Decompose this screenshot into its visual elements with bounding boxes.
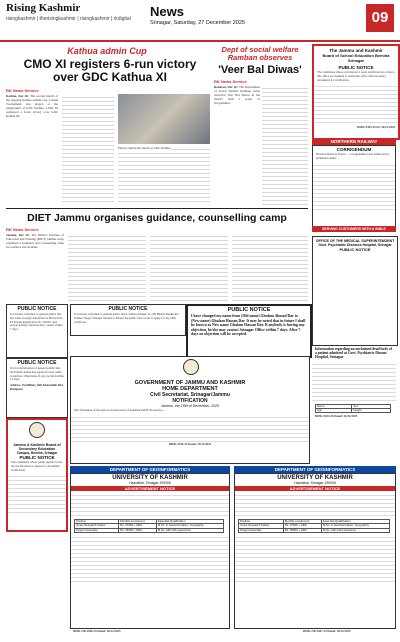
ad1-col-position: Position: [75, 520, 119, 524]
story3-headline: DIET Jammu organises guidance, counselling camp: [27, 212, 287, 224]
story3-text: The District Institute of Education and Training (DIET) Jammu today organised a Guidance and Counselling camp for teachers and students.: [6, 233, 64, 249]
ad2-cell: M.Sc. in Geoinformatics / Geography: [322, 524, 390, 528]
story2-byline: RK News Service: [214, 79, 247, 84]
story1-dateline: Kathua, Dec 26:: [6, 94, 29, 98]
notice2-title: PUBLIC NOTICE: [17, 360, 57, 366]
notice1: [6, 304, 68, 358]
office-org: OFFICE OF THE MEDICAL SUPERINTENDENT: [315, 239, 395, 243]
ad1-dept-banner: DEPARTMENT OF GEOINFORMATICS: [70, 466, 230, 473]
ad1-cell: Rs. 37000 + HRA: [119, 524, 157, 528]
jkboard-org: The Jammu and Kashmir: [329, 48, 383, 53]
masthead-social-handles: risingkashmir | therisingkashmir | risingkashmir | rkdigital: [6, 16, 131, 22]
notice4: [186, 304, 312, 358]
ad1-cell: M.Sc. with GIS experience: [156, 528, 223, 532]
notice1-body: It is hereby informed to general public that my name wrongly mentioned in Board Ulbi #5 having Registration No. 00452. Any person having objection may contact within 7 days.: [10, 312, 63, 332]
gov-notification: [70, 356, 310, 464]
uni-notice-list: [8, 473, 66, 515]
deadbody-notice: [312, 346, 396, 452]
ad2-cell: Rs. 35000 + HRA: [283, 528, 321, 532]
office-title: PUBLIC NOTICE: [339, 247, 371, 252]
story1-body-col3: [118, 146, 210, 204]
notice4-body: I have changed my name from (Old name) Ghulam Ahmad Dar to (New name) Ghulam Hassan Dar. It may be noted that in future I shall be known as New name Ghulam Hassan Dar. If anybody is having any objection, he/she may contact Srinagar Office within 7 days. After 7 days no objection will be accepted.: [191, 314, 306, 337]
gov-office: Civil Secretariat, Srinagar/Jammu: [150, 392, 230, 398]
ad1-table: [74, 519, 224, 533]
story1-body: [6, 94, 58, 204]
northern-table: [313, 162, 395, 212]
northern-railway-notice: [312, 145, 396, 227]
story2-dateline: Ramban, Dec 26:: [214, 85, 238, 89]
story1-photo-caption: Players during the match at GDC Kathua.: [118, 146, 172, 150]
ad2-col-qualification: Essential Qualification: [322, 520, 390, 524]
deadbody-label-name: Name: [316, 404, 352, 408]
uni-notice-org: Jammu & Kashmir Board of Secondary Education: [13, 443, 61, 451]
ad1-intro: [71, 492, 229, 518]
gov-title: NOTIFICATION: [172, 398, 208, 404]
masthead-logo: Rising Kashmir: [6, 2, 81, 14]
ad2-address: Hazratbal, Srinagar-190006: [294, 481, 336, 485]
ad2-dept-banner: DEPARTMENT OF GEOINFORMATICS: [234, 466, 396, 473]
jkboard-notice: [312, 44, 400, 140]
uni-notice: [6, 418, 68, 532]
story1-byline: RK News Service: [6, 88, 39, 93]
office-notice: [312, 236, 398, 346]
ad1-title: ADVERTISEMENT NOTICE: [71, 486, 229, 491]
ad2-cell: Rs. 37000 + HRA: [283, 524, 321, 528]
northern-railway-banner: NORTHERN RAILWAY: [312, 138, 396, 145]
notice3-title: PUBLIC NOTICE: [108, 306, 148, 312]
edition-date: Srinagar, Saturday, 27 December 2025: [150, 20, 245, 26]
notice1-title: PUBLIC NOTICE: [17, 306, 57, 312]
ad1-terms: [71, 534, 229, 582]
story1-kicker: Kathua admin Cup: [67, 46, 147, 56]
notice4-title: PUBLIC NOTICE: [227, 307, 271, 313]
deadbody-label-sex: Sex: [352, 404, 391, 408]
gov-body: Sub: Extension of the period of reservation of Assistant Public Prosecutor ...: [74, 408, 166, 412]
story2-headline: 'Veer Bal Diwas': [218, 64, 302, 76]
notice2-body: It is for information of general public that the Fatima Asima has applied for her name correction. Objections, if any, be filed within 15 days.: [10, 366, 64, 382]
deadbody-label-age: Age: [316, 409, 352, 413]
jkboard-footer: DIPK-9395-25 Dt: 26/12/2025: [357, 125, 395, 130]
gov-body-lines: [71, 414, 309, 442]
ad2-cell: Project Associate: [239, 528, 284, 532]
story2-text: The Department of Social Welfare Ramban today observed Veer Bal Diwas in the district with a series of programmes.: [214, 85, 260, 105]
office-org2: Govt. Psychiatric Diseases Hospital, Srinagar: [318, 243, 392, 247]
ad2-cell: Junior Research Fellow: [239, 524, 284, 528]
deadbody-label-height: Height: [352, 409, 391, 413]
ad2-footer: DIPK-NB-1847-25 Dated: 26/12/2025: [303, 629, 351, 633]
ad1-notice: [70, 473, 230, 629]
northern-footer: SERVING CUSTOMERS WITH A SMILE: [312, 226, 396, 232]
deadbody-body: [312, 361, 396, 403]
story2-body-col2: [262, 85, 308, 205]
northern-title: CORRIGENDUM: [336, 147, 372, 152]
university-emblem-icon: [29, 422, 45, 438]
story1-text: The second match of the ongoing Kathua Admin Cup Cricket Tournament was played at the playground of GDC Kathua. CMO XI registered a 6-run victory over GDC Kathua XI.: [6, 94, 58, 118]
notice2-sign: Address: Parihilloh, Tehi Khanshikh Dist. Bridgeam: [10, 383, 64, 391]
gov-org: GOVERNMENT OF JAMMU AND KASHMIR: [134, 380, 246, 386]
story3-byline: RK News Service: [6, 227, 39, 232]
ad1-cell: Junior Research Fellow: [75, 524, 119, 528]
story3-body-col4: [232, 233, 308, 301]
ad2-title: ADVERTISEMENT NOTICE: [235, 486, 395, 491]
ad1-col-qualification: Essential Qualification: [156, 520, 223, 524]
page-number: 09: [366, 4, 394, 32]
gov-dept: HOME DEPARTMENT: [162, 386, 218, 392]
jkboard-org2: Board of School Education Bemina Srinagar: [322, 53, 390, 63]
jkboard-title: PUBLIC NOTICE: [338, 65, 374, 70]
ad1-cell: Rs. 35000 + HRA: [119, 528, 157, 532]
deadbody-table: [315, 404, 391, 414]
ad2-cell: M.Sc. with GIS experience: [322, 528, 390, 532]
gov-date: Jammu, the 18th of December, 2025: [160, 404, 220, 408]
section-title: News: [150, 4, 184, 19]
ad2-col-position: Position: [239, 520, 284, 524]
uni-notice-org2: Campus, Bemina, Srinagar: [16, 451, 58, 455]
divider: [6, 208, 308, 209]
ad2-terms: [235, 534, 395, 582]
jkboard-body: The candidates whose provisional 2 years certificate has come to this office are required to attend the office with necessary documents for verification.: [317, 70, 395, 82]
story3-body-col2: [68, 233, 146, 301]
government-emblem-icon: [183, 359, 199, 375]
story2-body: [214, 85, 260, 205]
notice2: [6, 358, 68, 418]
ad1-cell: M.Sc. in Geoinformatics / Geography: [156, 524, 223, 528]
ad1-address: Hazratbal, Srinagar-190006: [129, 481, 171, 485]
notice3-body: It is hereby informed to general public that I, Sameq Ahmad, S/o Mr Bashir Sheikh R/o Sridhar Nagar, Srinagar intends to inform the public that I want to apply for my birth certificate.: [74, 312, 179, 324]
ad1-university: UNIVERSITY OF KASHMIR: [112, 475, 188, 481]
story1-body-col2: [62, 94, 114, 204]
story3-body-col3: [150, 233, 228, 301]
deadbody-footer: DIPK-9354-25 Dated: 26/12/2025: [315, 414, 358, 419]
ad2-notice: [234, 473, 396, 629]
ad2-table: [238, 519, 390, 533]
ad1-cell: Project Associate: [75, 528, 119, 532]
northern-body: Division Railway Notice ... Corrigendum to the tender notice published earlier.: [316, 152, 390, 160]
ad2-col-emolument: Monthly emolument: [283, 520, 321, 524]
jkboard-body-lines: [314, 83, 398, 125]
ad1-col-emolument: Monthly emolument: [119, 520, 157, 524]
story3-dateline: Jammu, Dec 26:: [6, 233, 30, 237]
story1-headline: CMO XI registers 6-run victory over GDC Kathua XI: [23, 57, 197, 84]
deadbody-headline: Information regarding an unclaimed dead body of a patient admitted at Govt. Psychiatric Disease Hospital, Srinagar: [315, 347, 393, 360]
notice3: [70, 304, 186, 336]
ad2-university: UNIVERSITY OF KASHMIR: [277, 475, 353, 481]
story1-photo: [118, 94, 210, 144]
gov-footer: DIPK-9356-25 Dated: 26/12/2025: [168, 441, 212, 446]
masthead: [0, 0, 400, 42]
ad1-footer: DIPK-NB-1846-25 Dated: 26/12/2025: [73, 629, 121, 633]
story2-kicker: Dept of social welfare Ramban observes: [221, 45, 299, 62]
uni-notice-title: PUBLIC NOTICE: [19, 455, 55, 460]
story3-body: [6, 233, 64, 301]
ad2-intro: [235, 492, 395, 518]
uni-notice-body: The candidates whose name appears in the list are informed to appear for document verification.: [11, 460, 63, 472]
